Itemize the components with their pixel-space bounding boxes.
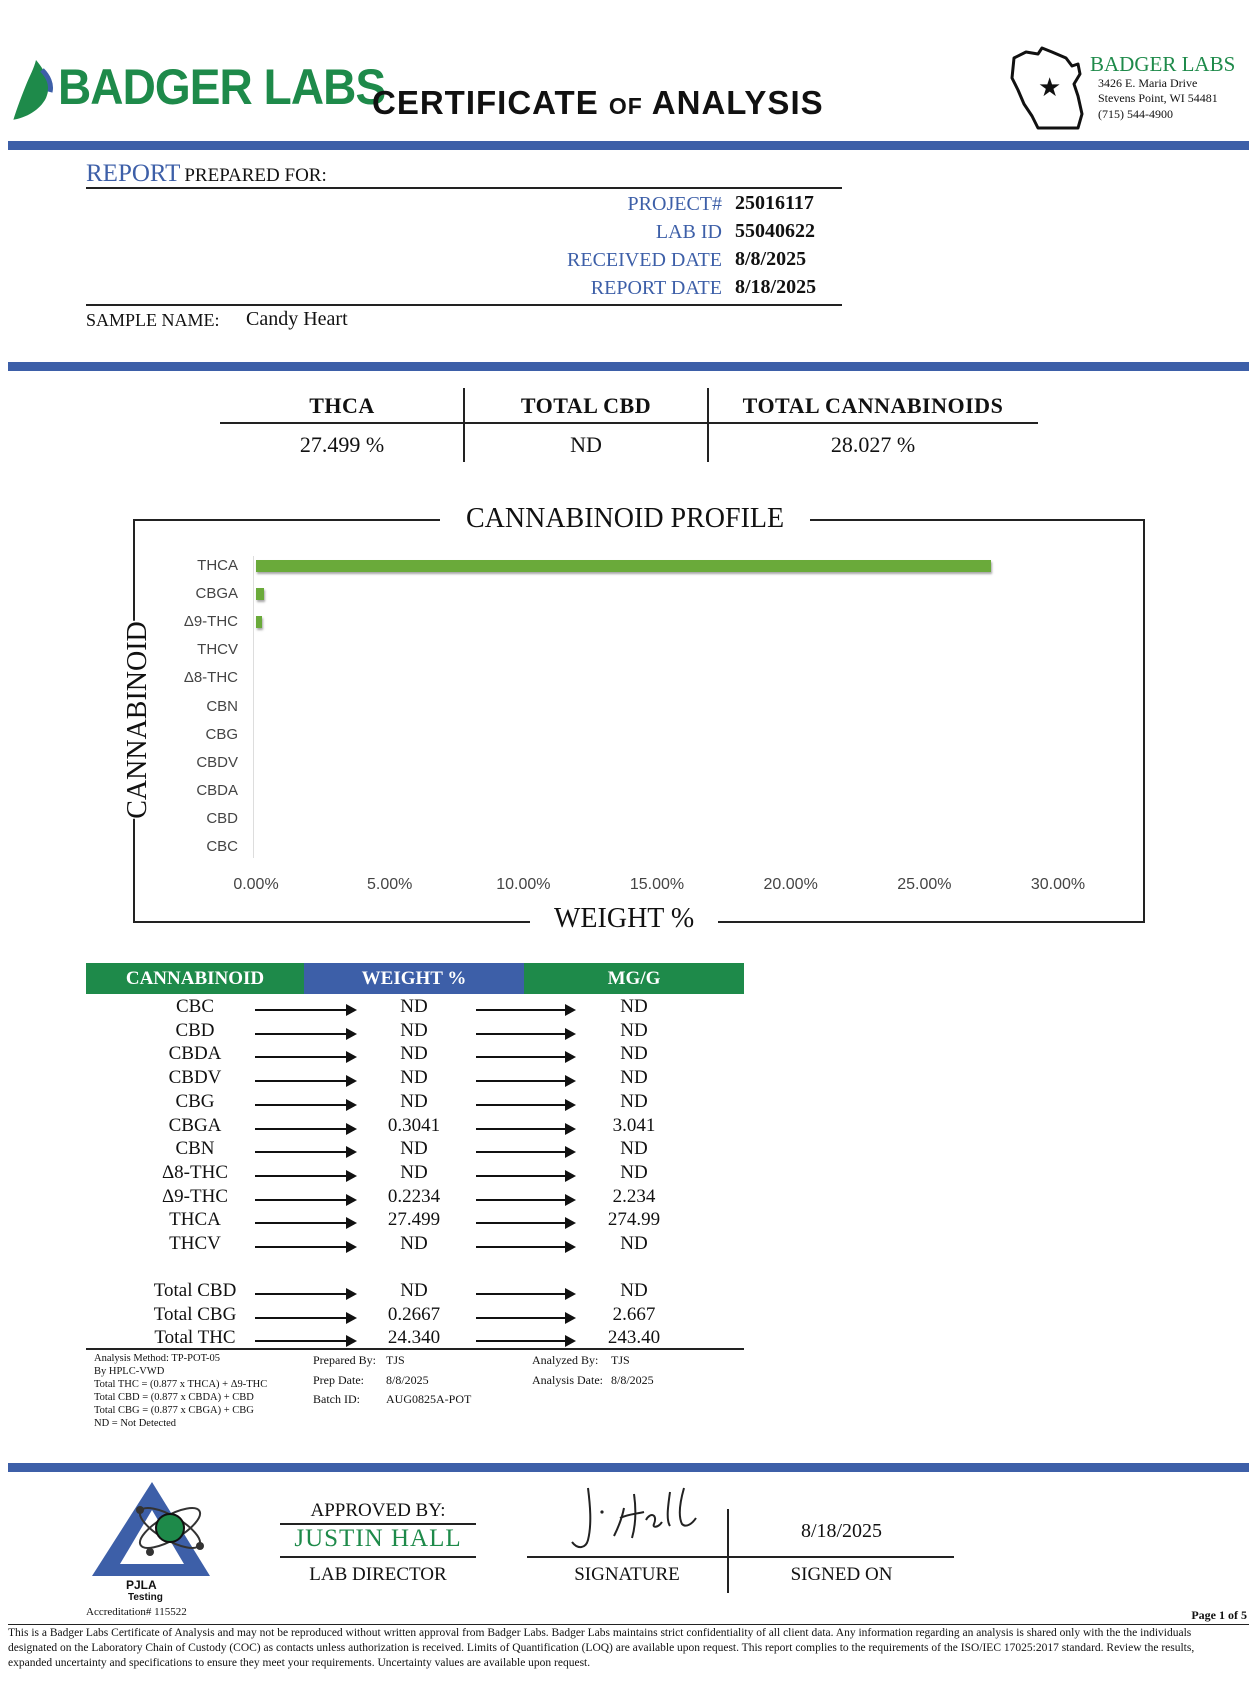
method-line-1: Analysis Method: TP-POT-05: [94, 1353, 221, 1364]
accreditation-number: Accreditation# 115522: [86, 1606, 187, 1618]
chart-category-label: CBC: [206, 838, 238, 855]
chart-x-axis-label: WEIGHT %: [530, 903, 718, 935]
arrow-icon: [255, 1293, 355, 1295]
chart-category-label: THCV: [197, 641, 238, 659]
arrow-icon: [255, 1340, 355, 1342]
table-cell-cannabinoid: Total CBG: [153, 1303, 237, 1325]
method-line-6: ND = Not Detected: [94, 1418, 177, 1429]
pjla-text: PJLA: [126, 1578, 157, 1592]
signed-date: 8/18/2025: [800, 1520, 883, 1542]
batch-id-label: Batch ID:: [313, 1392, 360, 1406]
method-line-2: By HPLC-VWD: [94, 1366, 165, 1377]
table-cell-weight: 27.499: [387, 1209, 441, 1231]
table-cell-weight: ND: [400, 1067, 428, 1089]
arrow-icon: [476, 1080, 574, 1082]
header-divider: [8, 141, 1249, 150]
approved-by-label: APPROVED BY:: [310, 1500, 446, 1521]
table-cell-cannabinoid: CBGA: [168, 1114, 222, 1136]
arrow-icon: [476, 1246, 574, 1248]
table-cell-mgg: ND: [620, 1161, 648, 1183]
report-word: REPORT: [86, 160, 181, 187]
summary-total-cannabinoids-value: 28.027 %: [830, 432, 916, 457]
table-cell-weight: ND: [400, 1280, 428, 1301]
prepared-by-value: TJS: [386, 1353, 405, 1367]
chart-x-tick-label: 25.00%: [897, 876, 952, 893]
disclaimer-text: This is a Badger Labs Certificate of Analysis and may not be reproduced without written approval from Badger Labs. Badger Labs maintains strict confidentiality of all client data. Any information regarding an analysis is shared only with the the individuals designated on the Laboratory Chain of Custody (COC) as contacts unless authorization is received. Limits of Quantification (LOQ) are available upon request. This report complies to the requirements of the ISO/IEC 17025:2017 standard. Review the results, expanded uncertainty and specifications to ensure they meet your requirements. Uncertainty values are available upon request.: [8, 1627, 1195, 1669]
chart-x-tick-label: 0.00%: [233, 876, 279, 893]
project-label: PROJECT#: [627, 193, 722, 215]
arrow-icon: [476, 1199, 574, 1201]
method-line-3: Total THC = (0.877 x THCA) + Δ9-THC: [94, 1379, 268, 1390]
table-cell-mgg: 2.234: [612, 1185, 656, 1207]
arrow-icon: [476, 1293, 574, 1295]
analyzed-by-label: Analyzed By:: [532, 1353, 599, 1367]
chart-category-label: CBG: [205, 725, 238, 743]
wisconsin-map-icon: [1008, 44, 1094, 132]
method-line-5: Total CBG = (0.877 x CBGA) + CBG: [94, 1405, 254, 1416]
table-cell-weight: ND: [400, 1161, 428, 1183]
prep-date-value: 8/8/2025: [386, 1373, 429, 1387]
info-underline: [86, 304, 842, 306]
arrow-icon: [255, 1104, 355, 1106]
table-cell-weight: 0.3041: [387, 1114, 441, 1136]
received-date-value: 8/8/2025: [735, 248, 807, 270]
col-header-weight: WEIGHT %: [304, 963, 524, 994]
arrow-icon: [255, 1175, 355, 1177]
arrow-icon: [476, 1128, 574, 1130]
summary-total-cbd-label: TOTAL CBD: [520, 393, 652, 418]
table-cell-cannabinoid: Δ9-THC: [161, 1185, 229, 1207]
table-cell-mgg: ND: [620, 1067, 648, 1089]
prepared-by-label: Prepared By:: [313, 1353, 376, 1367]
arrow-icon: [476, 1151, 574, 1153]
sample-name-value: Candy Heart: [246, 308, 348, 330]
prepared-for-label: PREPARED FOR:: [184, 165, 327, 186]
chart-x-tick-label: 30.00%: [1030, 876, 1086, 893]
lab-phone: (715) 544-4900: [1098, 107, 1173, 121]
arrow-icon: [476, 1033, 574, 1035]
summary-total-cbd-value: ND: [570, 432, 602, 457]
report-date-value: 8/18/2025: [735, 276, 817, 298]
svg-text:★: ★: [1038, 73, 1062, 103]
summary-thca-label: THCA: [309, 393, 375, 418]
page-title: [372, 84, 824, 122]
table-cell-mgg: ND: [620, 1090, 648, 1112]
report-underline: [86, 187, 842, 189]
table-cell-weight: 0.2234: [387, 1185, 441, 1207]
table-cell-weight: ND: [400, 1138, 428, 1160]
analysis-date-label: Analysis Date:: [532, 1373, 603, 1387]
arrow-icon: [476, 1340, 574, 1342]
table-cell-weight: ND: [400, 1090, 428, 1112]
arrow-icon: [476, 1317, 574, 1319]
table-cell-cannabinoid: CBG: [175, 1090, 215, 1112]
chart-category-label: CBDA: [196, 781, 238, 799]
arrow-icon: [476, 1175, 574, 1177]
page-number: Page 1 of 5: [1191, 1608, 1247, 1622]
approver-title: LAB DIRECTOR: [309, 1564, 447, 1585]
table-cell-weight: ND: [400, 996, 428, 1017]
arrow-icon: [255, 1128, 355, 1130]
table-cell-mgg: ND: [620, 996, 648, 1017]
table-cell-mgg: ND: [620, 1019, 648, 1041]
analysis-date-value: 8/8/2025: [611, 1373, 654, 1387]
footer-divider: [8, 1463, 1249, 1472]
arrow-icon: [476, 1009, 574, 1011]
chart-category-label: CBDV: [196, 753, 238, 771]
table-cell-weight: ND: [400, 1233, 428, 1254]
signature-label: SIGNATURE: [574, 1564, 680, 1585]
signed-on-label: SIGNED ON: [790, 1564, 893, 1585]
table-cell-weight: ND: [400, 1043, 428, 1065]
method-line-4: Total CBD = (0.877 x CBDA) + CBD: [94, 1392, 254, 1403]
report-date-label: REPORT DATE: [590, 277, 722, 299]
arrow-icon: [255, 1151, 355, 1153]
lab-name: BADGER LABS: [1090, 52, 1236, 76]
table-cell-cannabinoid: CBN: [175, 1138, 215, 1160]
table-cell-cannabinoid: Total THC: [154, 1327, 236, 1349]
summary-total-cannabinoids-label: TOTAL CANNABINOIDS: [742, 393, 1004, 418]
table-cell-weight: ND: [400, 1019, 428, 1041]
chart-category-label: Δ9-THC: [183, 613, 238, 631]
pjla-logo-icon: [90, 1480, 220, 1580]
title-analysis: ANALYSIS: [651, 84, 824, 121]
arrow-icon: [255, 1246, 355, 1248]
sample-name-label: SAMPLE NAME:: [86, 310, 220, 330]
report-prepared-for: [86, 160, 327, 188]
badger-leaf-logo-icon: [6, 58, 54, 122]
approver-name: JUSTIN HALL: [294, 1525, 462, 1552]
arrow-icon: [255, 1199, 355, 1201]
signature-rule: [527, 1556, 954, 1558]
chart-category-label: CBD: [206, 809, 238, 827]
arrow-icon: [476, 1222, 574, 1224]
lab-address-1: 3426 E. Maria Drive: [1098, 76, 1198, 90]
signature-image: [566, 1484, 706, 1554]
table-cell-cannabinoid: THCA: [169, 1209, 221, 1231]
summary-rule: [220, 422, 1038, 424]
arrow-icon: [255, 1056, 355, 1058]
table-cell-mgg: 3.041: [612, 1114, 656, 1136]
lab-id-label: LAB ID: [655, 221, 722, 243]
analyzed-by-value: TJS: [611, 1353, 630, 1367]
batch-id-value: AUG0825A-POT: [386, 1392, 472, 1406]
chart-bar: [256, 616, 262, 628]
title-certificate: CERTIFICATE: [372, 84, 599, 121]
table-cell-mgg: ND: [620, 1043, 648, 1065]
table-cell-cannabinoid: CBD: [175, 1019, 215, 1041]
sample-divider: [8, 362, 1249, 371]
arrow-icon: [255, 1222, 355, 1224]
arrow-icon: [476, 1104, 574, 1106]
chart-x-tick-label: 15.00%: [629, 876, 685, 893]
table-cell-cannabinoid: CBDV: [168, 1067, 222, 1089]
chart-bar: [256, 560, 991, 572]
title-of: OF: [608, 93, 643, 119]
table-cell-weight: 0.2667: [387, 1303, 441, 1325]
chart-category-label: CBN: [206, 697, 238, 715]
table-cell-weight: 24.340: [387, 1327, 441, 1349]
arrow-icon: [255, 1080, 355, 1082]
summary-thca-value: 27.499 %: [299, 432, 385, 457]
table-cell-cannabinoid: Total CBD: [153, 1280, 237, 1301]
table-cell-cannabinoid: Δ8-THC: [161, 1161, 229, 1183]
received-date-label: RECEIVED DATE: [567, 249, 722, 271]
chart-title: CANNABINOID PROFILE: [440, 503, 810, 535]
chart-bar: [256, 588, 264, 600]
col-header-cannabinoid: CANNABINOID: [86, 963, 304, 994]
lab-address-2: Stevens Point, WI 54481: [1098, 91, 1218, 105]
chart-y-axis-label: CANNABINOID: [118, 621, 158, 819]
chart-x-tick-label: 20.00%: [763, 876, 818, 893]
footer-rule: [8, 1624, 1249, 1625]
chart-category-label: CBGA: [195, 585, 238, 603]
arrow-icon: [476, 1056, 574, 1058]
col-header-mgg: MG/G: [524, 963, 744, 994]
chart-frame: [133, 519, 1145, 923]
table-cell-cannabinoid: CBDA: [168, 1043, 222, 1065]
logo-text: BADGER LABS: [58, 59, 386, 115]
table-cell-mgg: ND: [620, 1280, 648, 1301]
pjla-testing-text: Testing: [128, 1592, 163, 1603]
approver-name-rule: [280, 1556, 476, 1558]
prep-date-label: Prep Date:: [313, 1373, 364, 1387]
lab-id-value: 55040622: [735, 220, 815, 242]
table-cell-cannabinoid: CBC: [175, 996, 215, 1017]
table-cell-mgg: 2.667: [612, 1303, 656, 1325]
table-bottom-rule: [86, 1348, 744, 1350]
table-cell-mgg: 274.99: [607, 1209, 661, 1231]
table-cell-mgg: ND: [620, 1233, 648, 1254]
chart-y-axis-line: [253, 556, 254, 858]
chart-category-label: THCA: [197, 557, 238, 574]
table-cell-mgg: ND: [620, 1138, 648, 1160]
chart-x-tick-label: 5.00%: [366, 876, 413, 893]
chart-x-tick-label: 10.00%: [496, 876, 551, 893]
arrow-icon: [255, 1033, 355, 1035]
arrow-icon: [255, 1009, 355, 1011]
table-cell-cannabinoid: THCV: [169, 1233, 221, 1254]
chart-category-label: Δ8-THC: [183, 669, 238, 687]
arrow-icon: [255, 1317, 355, 1319]
project-value: 25016117: [735, 192, 814, 214]
table-cell-mgg: 243.40: [607, 1327, 661, 1349]
